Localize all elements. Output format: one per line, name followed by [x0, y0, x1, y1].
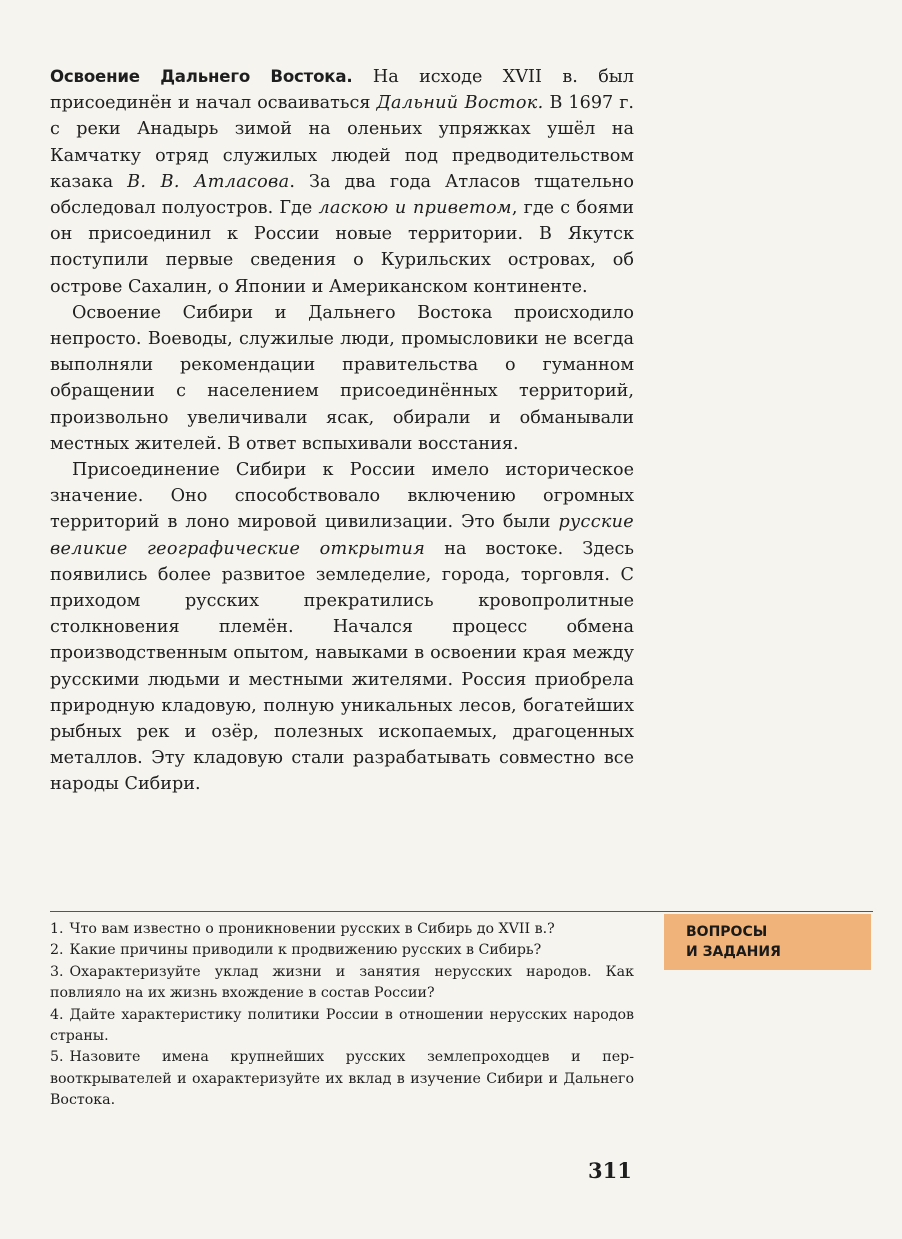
paragraph-difficulties: Освоение Сибири и Дальнего Востока происходило непросто. Воеводы, служилые люди, промысловики не всегда выполняли рекомендации правительства о гуманном обращении с населением присоединённых территорий, произвольно увеличивали ясак, обирали и обманывали местных жителей. В ответ вспыхивали восстания. [50, 302, 634, 454]
question-item: 2. Какие причины приводили к продвижению русских в Сибирь? [50, 942, 542, 959]
question-item: 5. Назовите имена крупнейших русских землепроходцев и первооткрывателей и охарактеризуйте их вклад в изучение Сибири и Дальнего Востока. [50, 1049, 634, 1109]
questions-badge: ВОПРОСЫ И ЗАДАНИЯ [664, 914, 871, 970]
section-heading: Освоение Дальнего Востока. [50, 67, 353, 86]
question-item: 1. Что вам известно о проникновении русских в Сибирь до XVII в.? [50, 921, 555, 937]
main-text [50, 64, 634, 798]
section-divider [50, 911, 873, 912]
question-item: 4. Дайте характеристику политики России в отношении нерусских народов страны. [50, 1006, 634, 1045]
questions-list [50, 919, 634, 1112]
paragraph-significance: Присоединение Сибири к России имело историческое значение. Оно способствовало включению огромных территорий в лоно мировой цивилизации. Это были русские великие географические открытия на востоке. Здесь появились более развитое земледелие, города, торговля. С приходом русских прекратились кровопролитные столкновения племён. Начался процесс обмена производственным опытом, навыками в освоении края между русскими людьми и местными жителями. Россия приобрела природную кладовую, полную уникальных лесов, богатейших рыбных рек и озёр, полезных ископаемых, драгоценных металлов. Эту кладовую стали разрабатывать совместно все народы Сибири. [50, 460, 634, 795]
page-number: 311 [588, 1158, 632, 1183]
question-item: 3. Охарактеризуйте уклад жизни и занятия нерусских народов. Как повлияло на их жизнь вхождение в состав России? [50, 963, 634, 1002]
paragraph-far-east: Освоение Дальнего Востока. На исходе XVII в. был присоединён и начал осваиваться Дальний Восток. В 1697 г. с реки Анадырь зимой на оленьих упряжках ушёл на Камчатку отряд служилых людей под предводительством казака В. В. Атласова. За два года Атласов тщательно обследовал полуостров. Где ласкою и приветом, где с боями он присоединил к России новые территории. В Якутск поступили первые сведения о Курильских островах, об острове Сахалин, о Японии и Американском континенте. [50, 67, 635, 297]
